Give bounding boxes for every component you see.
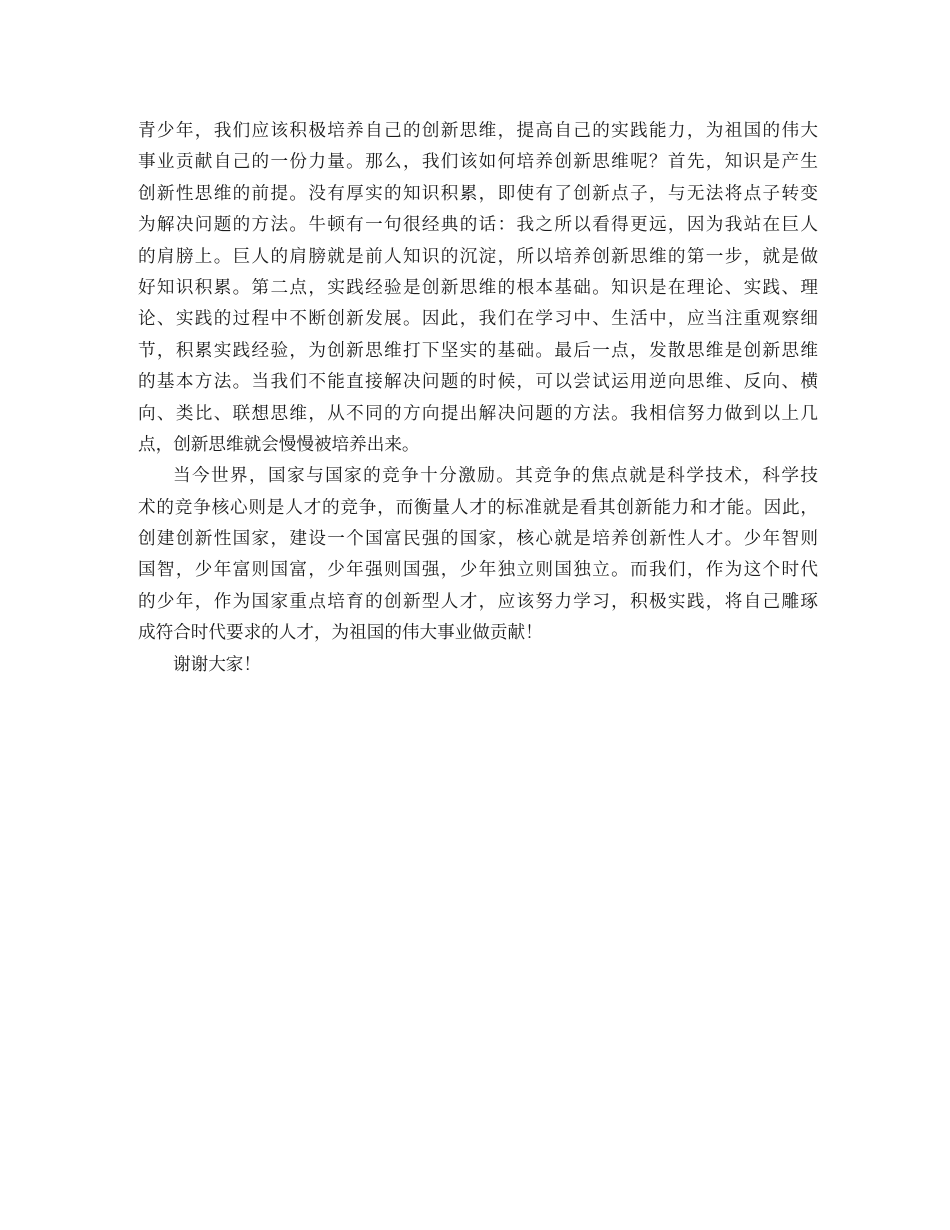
text-line: 的肩膀上。巨人的肩膀就是前人知识的沉淀，所以培养创新思维的第一步，就是做 — [138, 246, 818, 267]
text-line: 当今世界，国家与国家的竞争十分激励。其竞争的焦点就是科学技术，科学技 — [173, 466, 818, 487]
text-line: 论、实践的过程中不断创新发展。因此，我们在学习中、生活中，应当注重观察细 — [138, 309, 818, 330]
closing-paragraph — [138, 650, 818, 681]
text-line: 创建创新性国家，建设一个国富民强的国家，核心就是培养创新性人才。少年智则 — [138, 529, 818, 550]
text-line: 向、类比、联想思维，从不同的方向提出解决问题的方法。我相信努力做到以上几 — [138, 403, 818, 424]
text-line: 事业贡献自己的一份力量。那么，我们该如何培养创新思维呢？首先，知识是产生 — [138, 152, 818, 173]
text-line: 成符合时代要求的人才，为祖国的伟大事业做贡献！ — [138, 623, 543, 644]
text-line: 好知识积累。第二点，实践经验是创新思维的根本基础。知识是在理论、实践、理 — [138, 277, 818, 298]
paragraph-2 — [138, 461, 818, 649]
text-line: 点，创新思维就会慢慢被培养出来。 — [138, 434, 420, 455]
closing-line: 谢谢大家！ — [173, 654, 261, 675]
text-line: 国智，少年富则国富，少年强则国强，少年独立则国独立。而我们，作为这个时代 — [138, 560, 818, 581]
text-line: 青少年，我们应该积极培养自己的创新思维，提高自己的实践能力，为祖国的伟大 — [138, 121, 818, 141]
speech-body — [138, 116, 818, 681]
text-line: 的基本方法。当我们不能直接解决问题的时候，可以尝试运用逆向思维、反向、横 — [138, 372, 818, 393]
text-line: 节，积累实践经验，为创新思维打下坚实的基础。最后一点，发散思维是创新思维 — [138, 340, 818, 361]
text-line: 为解决问题的方法。牛顿有一句很经典的话：我之所以看得更远，因为我站在巨人 — [138, 215, 818, 236]
text-line: 术的竞争核心则是人才的竞争，而衡量人才的标准就是看其创新能力和才能。因此， — [138, 497, 818, 518]
text-line: 的少年，作为国家重点培育的创新型人才，应该努力学习，积极实践，将自己雕琢 — [138, 591, 818, 612]
paragraph-1 — [138, 116, 818, 461]
text-line: 创新性思维的前提。没有厚实的知识积累，即使有了创新点子，与无法将点子转变 — [138, 183, 818, 204]
